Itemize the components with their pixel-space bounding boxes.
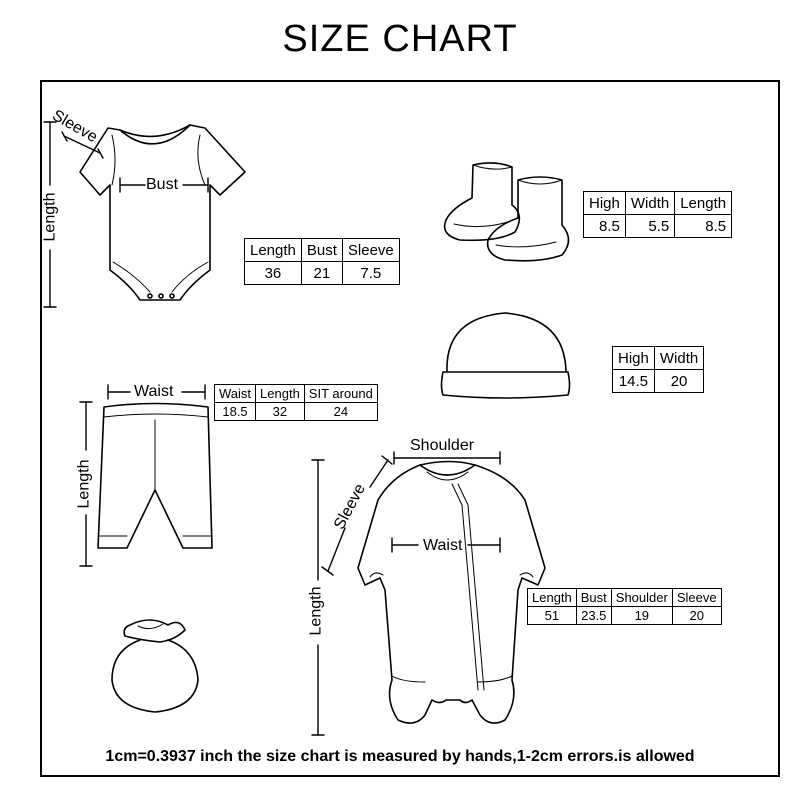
booties-illustration (445, 163, 569, 261)
value-cell: 51 (528, 607, 577, 625)
header-cell: High (613, 347, 655, 370)
pants-illustration (80, 385, 212, 566)
header-cell: Bust (301, 239, 342, 262)
value-cell: 36 (245, 262, 302, 285)
romper-length-label: Length (307, 586, 325, 636)
bodysuit-length-label: Length (41, 192, 59, 242)
hat-size-table (612, 346, 704, 393)
bodysuit-size-table (244, 238, 400, 285)
value-cell: 24 (304, 403, 377, 421)
value-cell: 5.5 (625, 215, 674, 238)
romper-waist-label: Waist (423, 537, 463, 554)
hat-illustration (442, 313, 570, 398)
booties-size-table (583, 191, 732, 238)
bodysuit-bust-label: Bust (146, 176, 179, 193)
romper-sleeve-label: Sleeve (331, 481, 370, 533)
table-value-row (528, 607, 722, 625)
header-cell: Length (245, 239, 302, 262)
header-cell: Shoulder (611, 589, 672, 607)
value-cell: 32 (256, 403, 305, 421)
value-cell: 8.5 (675, 215, 732, 238)
header-cell: Length (528, 589, 577, 607)
romper-shoulder-label: Shoulder (410, 437, 475, 454)
table-value-row (584, 215, 732, 238)
table-value-row (215, 403, 378, 421)
table-header-row (528, 589, 722, 607)
header-cell: SIT around (304, 385, 377, 403)
footer-note: 1cm=0.3937 inch the size chart is measured by hands,1-2cm errors.is allowed (105, 748, 695, 765)
value-cell: 23.5 (576, 607, 611, 625)
header-cell: Length (675, 192, 732, 215)
header-cell: Width (654, 347, 703, 370)
pants-waist-label: Waist (134, 383, 174, 400)
mitten-illustration (112, 620, 198, 712)
bodysuit-illustration (44, 122, 245, 307)
header-cell: Waist (215, 385, 256, 403)
table-header-row (613, 347, 704, 370)
header-cell: Bust (576, 589, 611, 607)
table-value-row (245, 262, 400, 285)
header-cell: Width (625, 192, 674, 215)
value-cell: 7.5 (342, 262, 399, 285)
bodysuit-sleeve-label: Sleeve (49, 106, 101, 147)
value-cell: 21 (301, 262, 342, 285)
value-cell: 8.5 (584, 215, 626, 238)
value-cell: 18.5 (215, 403, 256, 421)
pants-length-label: Length (75, 459, 93, 509)
value-cell: 19 (611, 607, 672, 625)
table-header-row (215, 385, 378, 403)
table-value-row (613, 370, 704, 393)
header-cell: High (584, 192, 626, 215)
pants-size-table (214, 384, 378, 421)
romper-size-table (527, 588, 722, 625)
value-cell: 20 (654, 370, 703, 393)
table-header-row (245, 239, 400, 262)
value-cell: 20 (672, 607, 721, 625)
header-cell: Sleeve (672, 589, 721, 607)
header-cell: Length (256, 385, 305, 403)
page-title: SIZE CHART (282, 18, 518, 60)
value-cell: 14.5 (613, 370, 655, 393)
table-header-row (584, 192, 732, 215)
header-cell: Sleeve (342, 239, 399, 262)
